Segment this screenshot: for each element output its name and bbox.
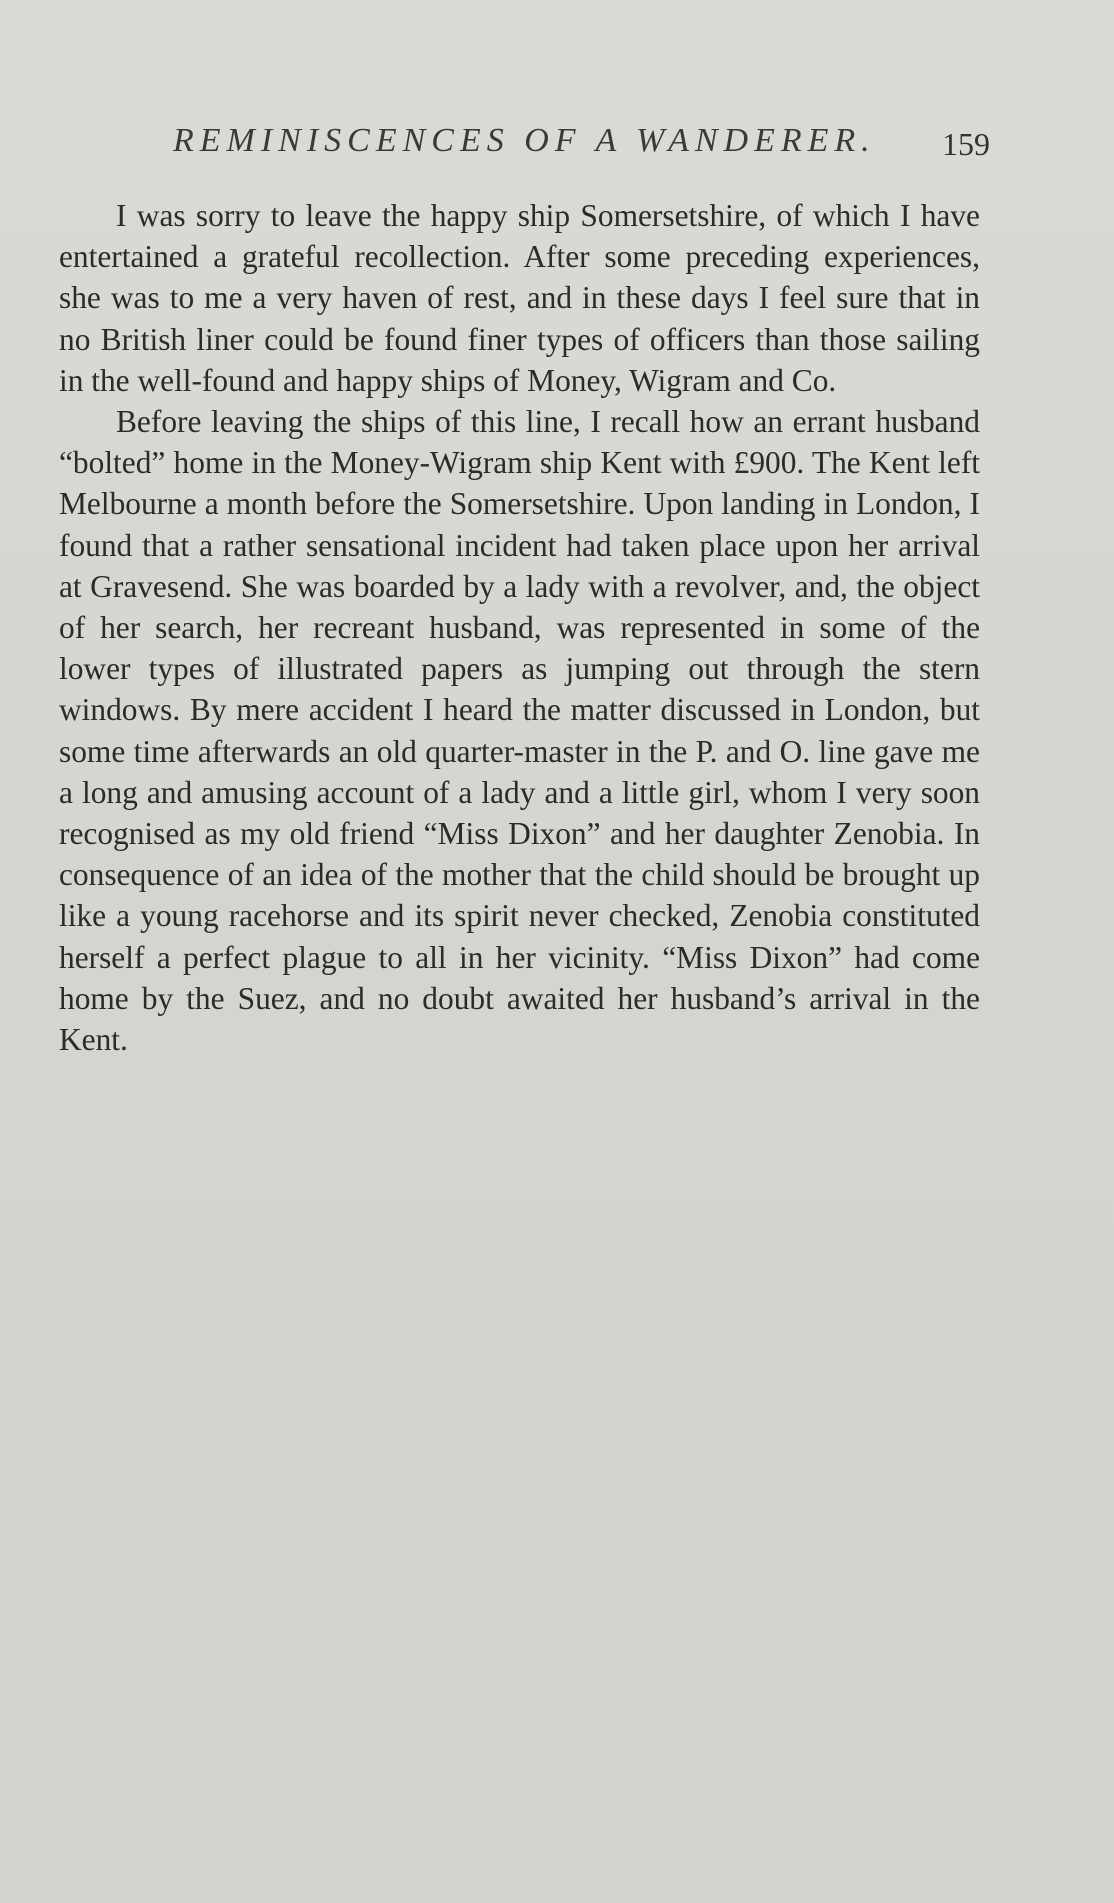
running-head: [60, 122, 990, 172]
body-text: [59, 195, 980, 1060]
running-title: REMINISCENCES OF A WANDERER.: [173, 122, 876, 159]
paragraph: I was sorry to leave the happy ship Somersetshire, of which I have entertained a grateful recollection. After some preceding experiences, she was to me a very haven of rest, and in these days I feel sure that in no British liner could be found finer types of officers than those sailing in the well-found and happy ships of Money, Wigram and Co.: [59, 198, 980, 398]
paragraph: Before leaving the ships of this line, I recall how an errant husband “bolted” home in the Money-Wigram ship Kent with £900. The Kent left Melbourne a month before the Somersetshire. Upon landing in London, I found that a rather sensational incident had taken place upon her arrival at Gravesend. She was boarded by a lady with a revolver, and, the object of her search, her recreant husband, was represented in some of the lower types of illustrated papers as jumping out through the stern windows. By mere accident I heard the matter discussed in London, but some time afterwards an old quarter-master in the P. and O. line gave me a long and amusing account of a lady and a little girl, whom I very soon recognised as my old friend “Miss Dixon” and her daughter Zenobia. In consequence of an idea of the mother that the child should be brought up like a young racehorse and its spirit never checked, Zenobia constituted herself a perfect plague to all in her vicinity. “Miss Dixon” had come home by the Suez, and no doubt awaited her husband’s arrival in the Kent.: [59, 404, 980, 1058]
page-number: 159: [942, 126, 990, 162]
